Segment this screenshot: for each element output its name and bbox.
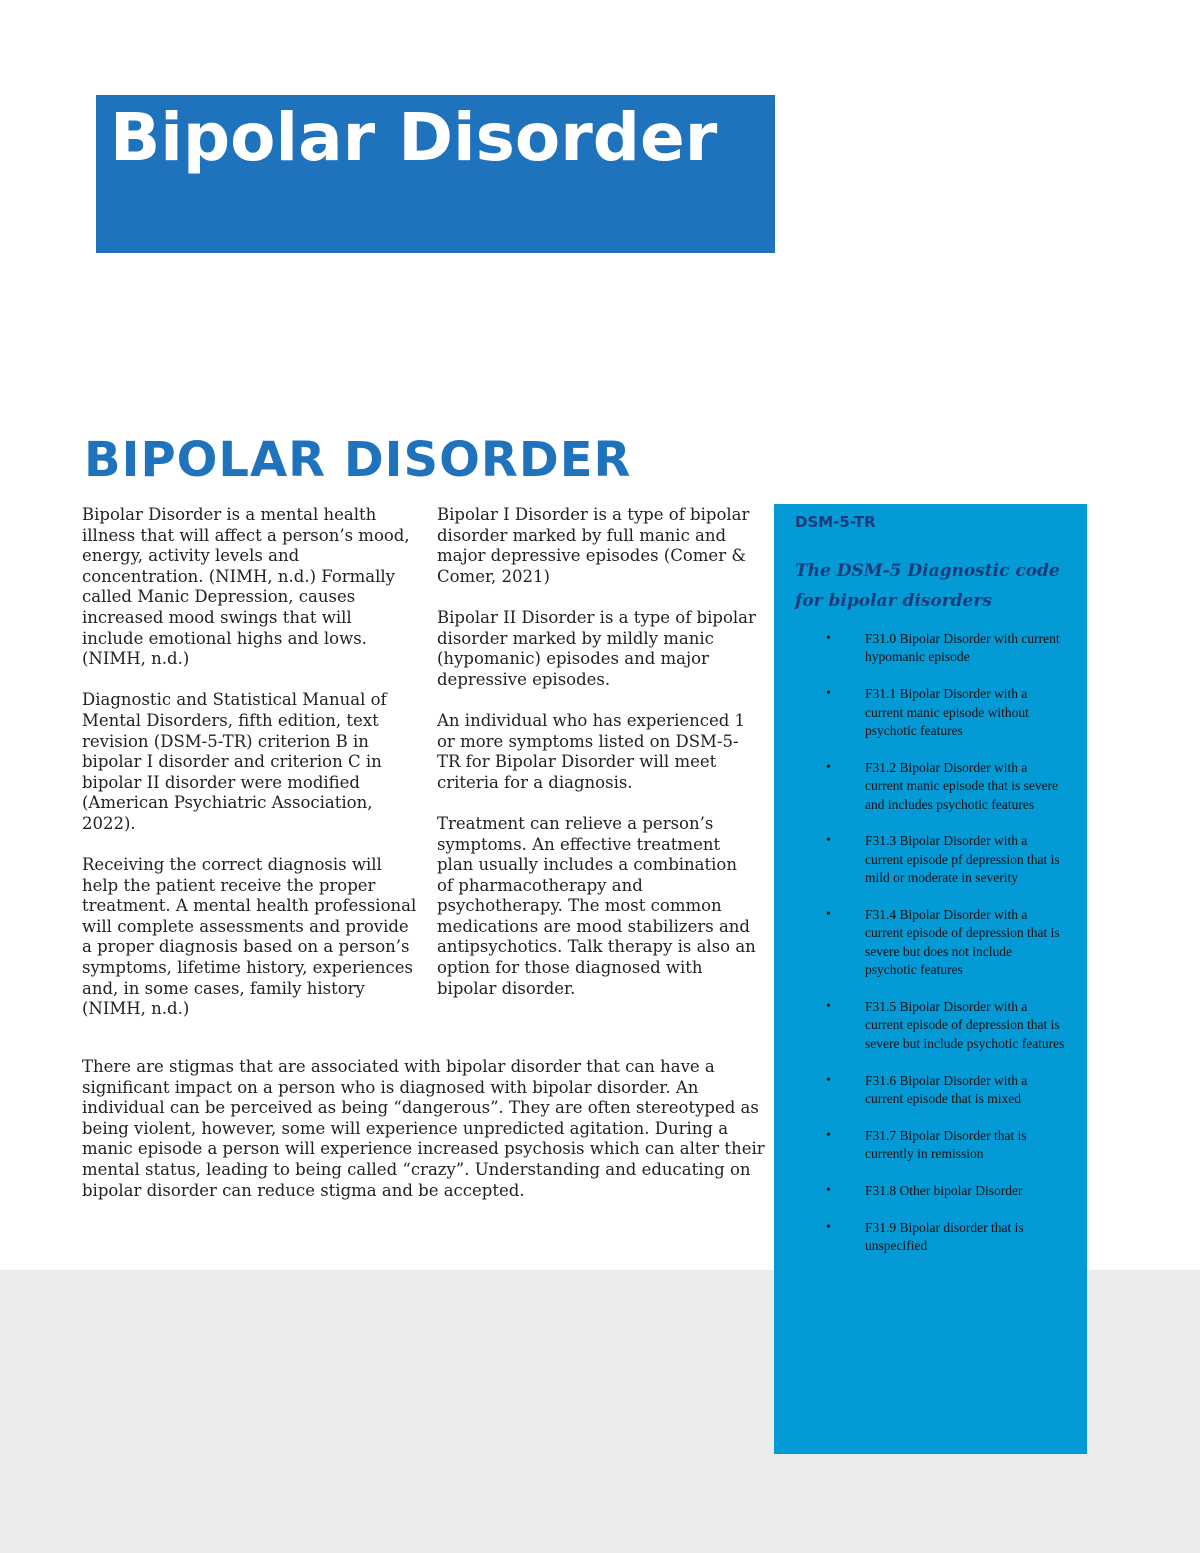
list-item: • F31.6 Bipolar Disorder with a current episode that is mixed [826, 1072, 1066, 1109]
paragraph-treatment: Treatment can relieve a person’s symptoms. An effective treatment plan usually includes a combination of pharmacotherapy and psychotherapy. The most common medications are mood stabilizers and antipsychotics. Talk therapy is also an option for those diagnosed with bipolar disorder. [437, 813, 756, 998]
paragraph-stigma: There are stigmas that are associated with bipolar disorder that can have a significant impact on a person who is diagnosed with bipolar disorder. An individual can be perceived as being “dangerous”. They are often stereotyped as being violent, however, some will experience unpredicted agitation. During a manic episode a person will experience increased psychosis which can alter their mental status, leading to being called “crazy”. Understanding and educating on bipolar disorder can reduce stigma and be accepted. [82, 1057, 765, 1200]
list-item: • F31.3 Bipolar Disorder with a current episode pf depression that is mild or moderate in severity [826, 832, 1066, 887]
list-item: • F31.4 Bipolar Disorder with a current episode of depression that is severe but does not include psychotic features [826, 906, 1066, 980]
dsm-sidebar [774, 504, 1087, 1454]
list-item: • F31.1 Bipolar Disorder with a current manic episode without psychotic features [826, 685, 1066, 740]
paragraph-bipolar-2: Bipolar II Disorder is a type of bipolar disorder marked by mildly manic (hypomanic) episodes and major depressive episodes. [437, 607, 756, 689]
sidebar-label: DSM-5-TR [795, 513, 876, 531]
paragraph-diagnosis: Receiving the correct diagnosis will help the patient receive the proper treatment. A mental health professional will complete assessments and provide a proper diagnosis based on a person’s symptoms, lifetime history, experiences and, in some cases, family history (NIMH, n.d.) [82, 855, 417, 1019]
paragraph-definition: Bipolar Disorder is a mental health illness that will affect a person’s mood, energy, activity levels and concentration. (NIMH, n.d.) Formally called Manic Depression, causes increased mood swings that will include emotional highs and lows. (NIMH, n.d.) [82, 505, 410, 669]
paragraph-criteria: An individual who has experienced 1 or more symptoms listed on DSM-5-TR for Bipolar Disorder will meet criteria for a diagnosis. [437, 710, 746, 792]
list-item: • F31.8 Other bipolar Disorder [826, 1182, 1066, 1200]
list-item: • F31.0 Bipolar Disorder with current hypomanic episode [826, 630, 1066, 667]
document-title: Bipolar Disorder [110, 99, 718, 176]
list-item: • F31.5 Bipolar Disorder with a current episode of depression that is severe but include psychotic features [826, 998, 1066, 1053]
left-column [82, 505, 417, 1040]
list-item: • F31.9 Bipolar disorder that is unspecified [826, 1219, 1066, 1256]
sidebar-subtitle: The DSM-5 Diagnostic code for bipolar disorders [795, 561, 1060, 611]
paragraph-bipolar-1: Bipolar I Disorder is a type of bipolar disorder marked by full manic and major depressive episodes (Comer & Comer, 2021) [437, 505, 750, 586]
middle-column [437, 505, 757, 1020]
diagnostic-code-list [826, 630, 1066, 1274]
list-item: • F31.7 Bipolar Disorder that is currently in remission [826, 1127, 1066, 1164]
paragraph-dsm: Diagnostic and Statistical Manual of Mental Disorders, fifth edition, text revision (DSM-5-TR) criterion B in bipolar I disorder and criterion C in bipolar II disorder were modified (American Psychiatric Association, 2022). [82, 690, 387, 833]
title-banner [96, 95, 775, 253]
section-heading: BIPOLAR DISORDER [84, 432, 632, 488]
list-item: • F31.2 Bipolar Disorder with a current manic episode that is severe and includes psychotic features [826, 759, 1066, 814]
